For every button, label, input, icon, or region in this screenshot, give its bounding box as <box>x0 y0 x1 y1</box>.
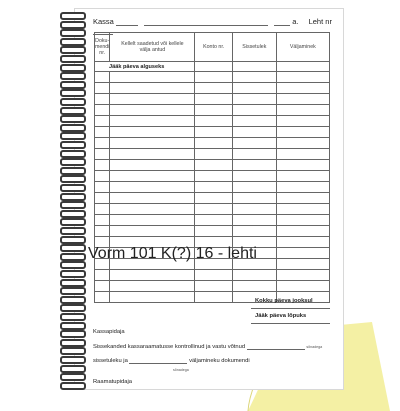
cash-book-page <box>74 8 344 390</box>
ledger-row <box>95 281 330 292</box>
column-payments: Väljaminek <box>276 33 329 62</box>
ledger-cell[interactable] <box>232 270 276 281</box>
ledger-cell[interactable] <box>110 193 195 204</box>
closing-balance-label: Jääk päeva lõpuks <box>255 313 307 319</box>
spiral-ring <box>60 218 86 226</box>
column-account: Konto nr. <box>195 33 233 62</box>
ledger-row <box>95 226 330 237</box>
ledger-cell[interactable] <box>276 72 329 83</box>
spiral-ring <box>60 210 86 218</box>
ledger-cell[interactable] <box>110 127 195 138</box>
ledger-cell[interactable] <box>95 182 110 193</box>
ledger-cell[interactable] <box>195 292 233 303</box>
ledger-cell[interactable] <box>195 281 233 292</box>
ledger-cell[interactable] <box>95 215 110 226</box>
ledger-cell[interactable] <box>95 204 110 215</box>
ledger-cell[interactable] <box>195 182 233 193</box>
ledger-cell[interactable] <box>195 215 233 226</box>
ledger-cell[interactable] <box>276 83 329 94</box>
cashbox-label: Kassa <box>93 17 114 26</box>
spiral-ring <box>60 313 86 321</box>
ledger-cell[interactable] <box>195 72 233 83</box>
spiral-ring <box>60 270 86 278</box>
spiral-ring <box>60 227 86 235</box>
ledger-cell[interactable] <box>276 149 329 160</box>
ledger-cell[interactable] <box>110 116 195 127</box>
ledger-cell[interactable] <box>276 270 329 281</box>
spiral-ring <box>60 141 86 149</box>
ledger-row <box>95 270 330 281</box>
spiral-ring <box>60 175 86 183</box>
ledger-row <box>95 127 330 138</box>
spiral-ring <box>60 150 86 158</box>
date-field[interactable] <box>144 17 268 26</box>
ledger-cell[interactable] <box>276 127 329 138</box>
written-hint-1: sõnadega <box>306 345 323 349</box>
spiral-ring <box>60 339 86 347</box>
ledger-cell[interactable] <box>195 204 233 215</box>
spiral-ring <box>60 201 86 209</box>
ledger-cell[interactable] <box>276 248 329 259</box>
documents-line <box>93 357 250 364</box>
ledger-row <box>95 149 330 160</box>
spiral-ring <box>60 347 86 355</box>
ledger-cell[interactable] <box>110 204 195 215</box>
ledger-cell[interactable] <box>110 160 195 171</box>
ledger-row <box>95 83 330 94</box>
ledger-row <box>95 182 330 193</box>
ledger-cell[interactable] <box>110 149 195 160</box>
ledger-cell[interactable] <box>232 281 276 292</box>
form-code: Vorm 101 K(?) 16 - lehti <box>88 245 257 262</box>
spiral-ring <box>60 64 86 72</box>
totals-block <box>251 294 330 324</box>
ledger-row <box>95 116 330 127</box>
ledger-cell[interactable] <box>276 281 329 292</box>
spiral-ring <box>60 132 86 140</box>
ledger-cell[interactable] <box>95 127 110 138</box>
ledger-cell[interactable] <box>95 105 110 116</box>
ledger-cell[interactable] <box>276 204 329 215</box>
accountant-label: Raamatupidaja <box>93 379 132 385</box>
ledger-cell[interactable] <box>195 94 233 105</box>
cashbox-field[interactable] <box>116 17 138 26</box>
ledger-cell[interactable] <box>95 226 110 237</box>
ledger-cell[interactable] <box>95 116 110 127</box>
ledger-cell[interactable] <box>232 72 276 83</box>
accountant-signature <box>93 379 132 385</box>
payments-count-field[interactable] <box>129 357 187 364</box>
ledger-cell[interactable] <box>232 94 276 105</box>
ledger-cell[interactable] <box>110 171 195 182</box>
written-hint-2: sõnadega <box>173 368 189 372</box>
ledger-cell[interactable] <box>95 281 110 292</box>
spiral-ring <box>60 365 86 373</box>
ledger-cell[interactable] <box>232 193 276 204</box>
spiral-ring <box>60 12 86 20</box>
ledger-cell[interactable] <box>276 215 329 226</box>
ledger-row <box>95 138 330 149</box>
ledger-row <box>95 215 330 226</box>
ledger-cell[interactable] <box>195 171 233 182</box>
ledger-cell[interactable] <box>110 292 195 303</box>
ledger-cell[interactable] <box>276 94 329 105</box>
spiral-ring <box>60 55 86 63</box>
spiral-ring <box>60 253 86 261</box>
spiral-ring <box>60 296 86 304</box>
ledger-cell[interactable] <box>232 226 276 237</box>
ledger-cell[interactable] <box>232 204 276 215</box>
cash-book-rows <box>95 62 330 303</box>
spiral-binding <box>60 12 90 392</box>
ledger-cell[interactable] <box>232 149 276 160</box>
spiral-ring <box>60 356 86 364</box>
closing-balance-row <box>251 309 330 324</box>
audit-field[interactable] <box>247 343 305 350</box>
spiral-ring <box>60 81 86 89</box>
spiral-ring <box>60 38 86 46</box>
spiral-ring <box>60 124 86 132</box>
ledger-cell[interactable] <box>276 193 329 204</box>
page-label: Leht nr <box>308 17 332 26</box>
ledger-cell[interactable] <box>232 171 276 182</box>
spiral-ring <box>60 373 86 381</box>
ledger-cell[interactable] <box>195 127 233 138</box>
spiral-ring <box>60 184 86 192</box>
ledger-cell[interactable] <box>95 138 110 149</box>
ledger-cell[interactable] <box>95 171 110 182</box>
ledger-cell[interactable] <box>276 259 329 270</box>
spiral-ring <box>60 287 86 295</box>
ledger-cell[interactable] <box>232 138 276 149</box>
ledger-cell[interactable] <box>95 160 110 171</box>
ledger-cell[interactable] <box>110 105 195 116</box>
ledger-row <box>95 72 330 83</box>
ledger-cell[interactable] <box>110 215 195 226</box>
ledger-cell[interactable] <box>110 182 195 193</box>
audit-line <box>93 343 322 350</box>
ledger-cell[interactable] <box>276 105 329 116</box>
spiral-ring <box>60 304 86 312</box>
column-counterparty: Kellelt saadetud või kellele välja antud <box>110 33 195 62</box>
column-document: Doku- mendi nr. <box>95 33 110 62</box>
ledger-cell[interactable] <box>95 270 110 281</box>
ledger-cell[interactable] <box>276 116 329 127</box>
ledger-cell[interactable] <box>195 193 233 204</box>
ledger-cell[interactable] <box>110 83 195 94</box>
spiral-ring <box>60 382 86 390</box>
ledger-cell[interactable] <box>95 149 110 160</box>
spiral-ring <box>60 21 86 29</box>
spiral-ring <box>60 46 86 54</box>
ledger-cell[interactable] <box>195 105 233 116</box>
ledger-cell[interactable] <box>232 83 276 94</box>
spiral-ring <box>60 167 86 175</box>
ledger-cell[interactable] <box>95 94 110 105</box>
year-field[interactable] <box>274 17 290 26</box>
spiral-ring <box>60 261 86 269</box>
ledger-cell[interactable] <box>195 116 233 127</box>
column-receipts: Sissetulek <box>232 33 276 62</box>
cashier-signature <box>93 329 125 335</box>
ledger-cell[interactable] <box>195 138 233 149</box>
spiral-ring <box>60 236 86 244</box>
spiral-ring <box>60 322 86 330</box>
ledger-cell[interactable] <box>95 292 110 303</box>
ledger-cell[interactable] <box>110 226 195 237</box>
spiral-ring <box>60 72 86 80</box>
payments-text: väljamineku dokumendi <box>189 358 250 364</box>
audit-text: Sissekanded kassaraamatusse kontrollinud ja vastu võtnud <box>93 344 246 350</box>
ledger-cell[interactable] <box>195 149 233 160</box>
ledger-cell[interactable] <box>232 116 276 127</box>
spiral-ring <box>60 89 86 97</box>
spiral-ring <box>60 29 86 37</box>
ledger-cell[interactable] <box>276 171 329 182</box>
ledger-row <box>95 193 330 204</box>
ledger-cell[interactable] <box>110 72 195 83</box>
spiral-ring <box>60 193 86 201</box>
ledger-cell[interactable] <box>95 193 110 204</box>
ledger-cell[interactable] <box>276 182 329 193</box>
ledger-row <box>95 204 330 215</box>
day-total-row <box>251 294 330 309</box>
day-total-label: Kokku päeva jooksul <box>255 298 313 304</box>
cashier-label: Kassapidaja <box>93 329 125 335</box>
ledger-cell[interactable] <box>276 237 329 248</box>
ledger-cell[interactable] <box>195 83 233 94</box>
ledger-cell[interactable] <box>232 182 276 193</box>
ledger-cell[interactable] <box>195 160 233 171</box>
spiral-ring <box>60 115 86 123</box>
ledger-cell[interactable] <box>276 138 329 149</box>
ledger-row <box>95 94 330 105</box>
ledger-cell[interactable] <box>232 160 276 171</box>
spiral-ring <box>60 279 86 287</box>
ledger-cell[interactable] <box>95 72 110 83</box>
opening-balance-label: Jääk päeva alguseks <box>95 62 195 72</box>
spiral-ring <box>60 158 86 166</box>
ledger-cell[interactable] <box>110 138 195 149</box>
ledger-cell[interactable] <box>110 270 195 281</box>
ledger-cell[interactable] <box>232 105 276 116</box>
spiral-ring <box>60 244 86 252</box>
ledger-cell[interactable] <box>195 270 233 281</box>
ledger-cell[interactable] <box>276 226 329 237</box>
spiral-ring <box>60 98 86 106</box>
ledger-row <box>95 105 330 116</box>
ledger-cell[interactable] <box>232 127 276 138</box>
ledger-cell[interactable] <box>110 281 195 292</box>
ledger-cell[interactable] <box>95 83 110 94</box>
spiral-ring <box>60 107 86 115</box>
ledger-cell[interactable] <box>110 94 195 105</box>
ledger-row <box>95 171 330 182</box>
ledger-cell[interactable] <box>232 215 276 226</box>
year-suffix: a. <box>292 17 299 26</box>
ledger-row <box>95 160 330 171</box>
spiral-ring <box>60 330 86 338</box>
receipts-text: sissetuleku ja <box>93 358 128 364</box>
ledger-cell[interactable] <box>276 160 329 171</box>
ledger-cell[interactable] <box>195 226 233 237</box>
